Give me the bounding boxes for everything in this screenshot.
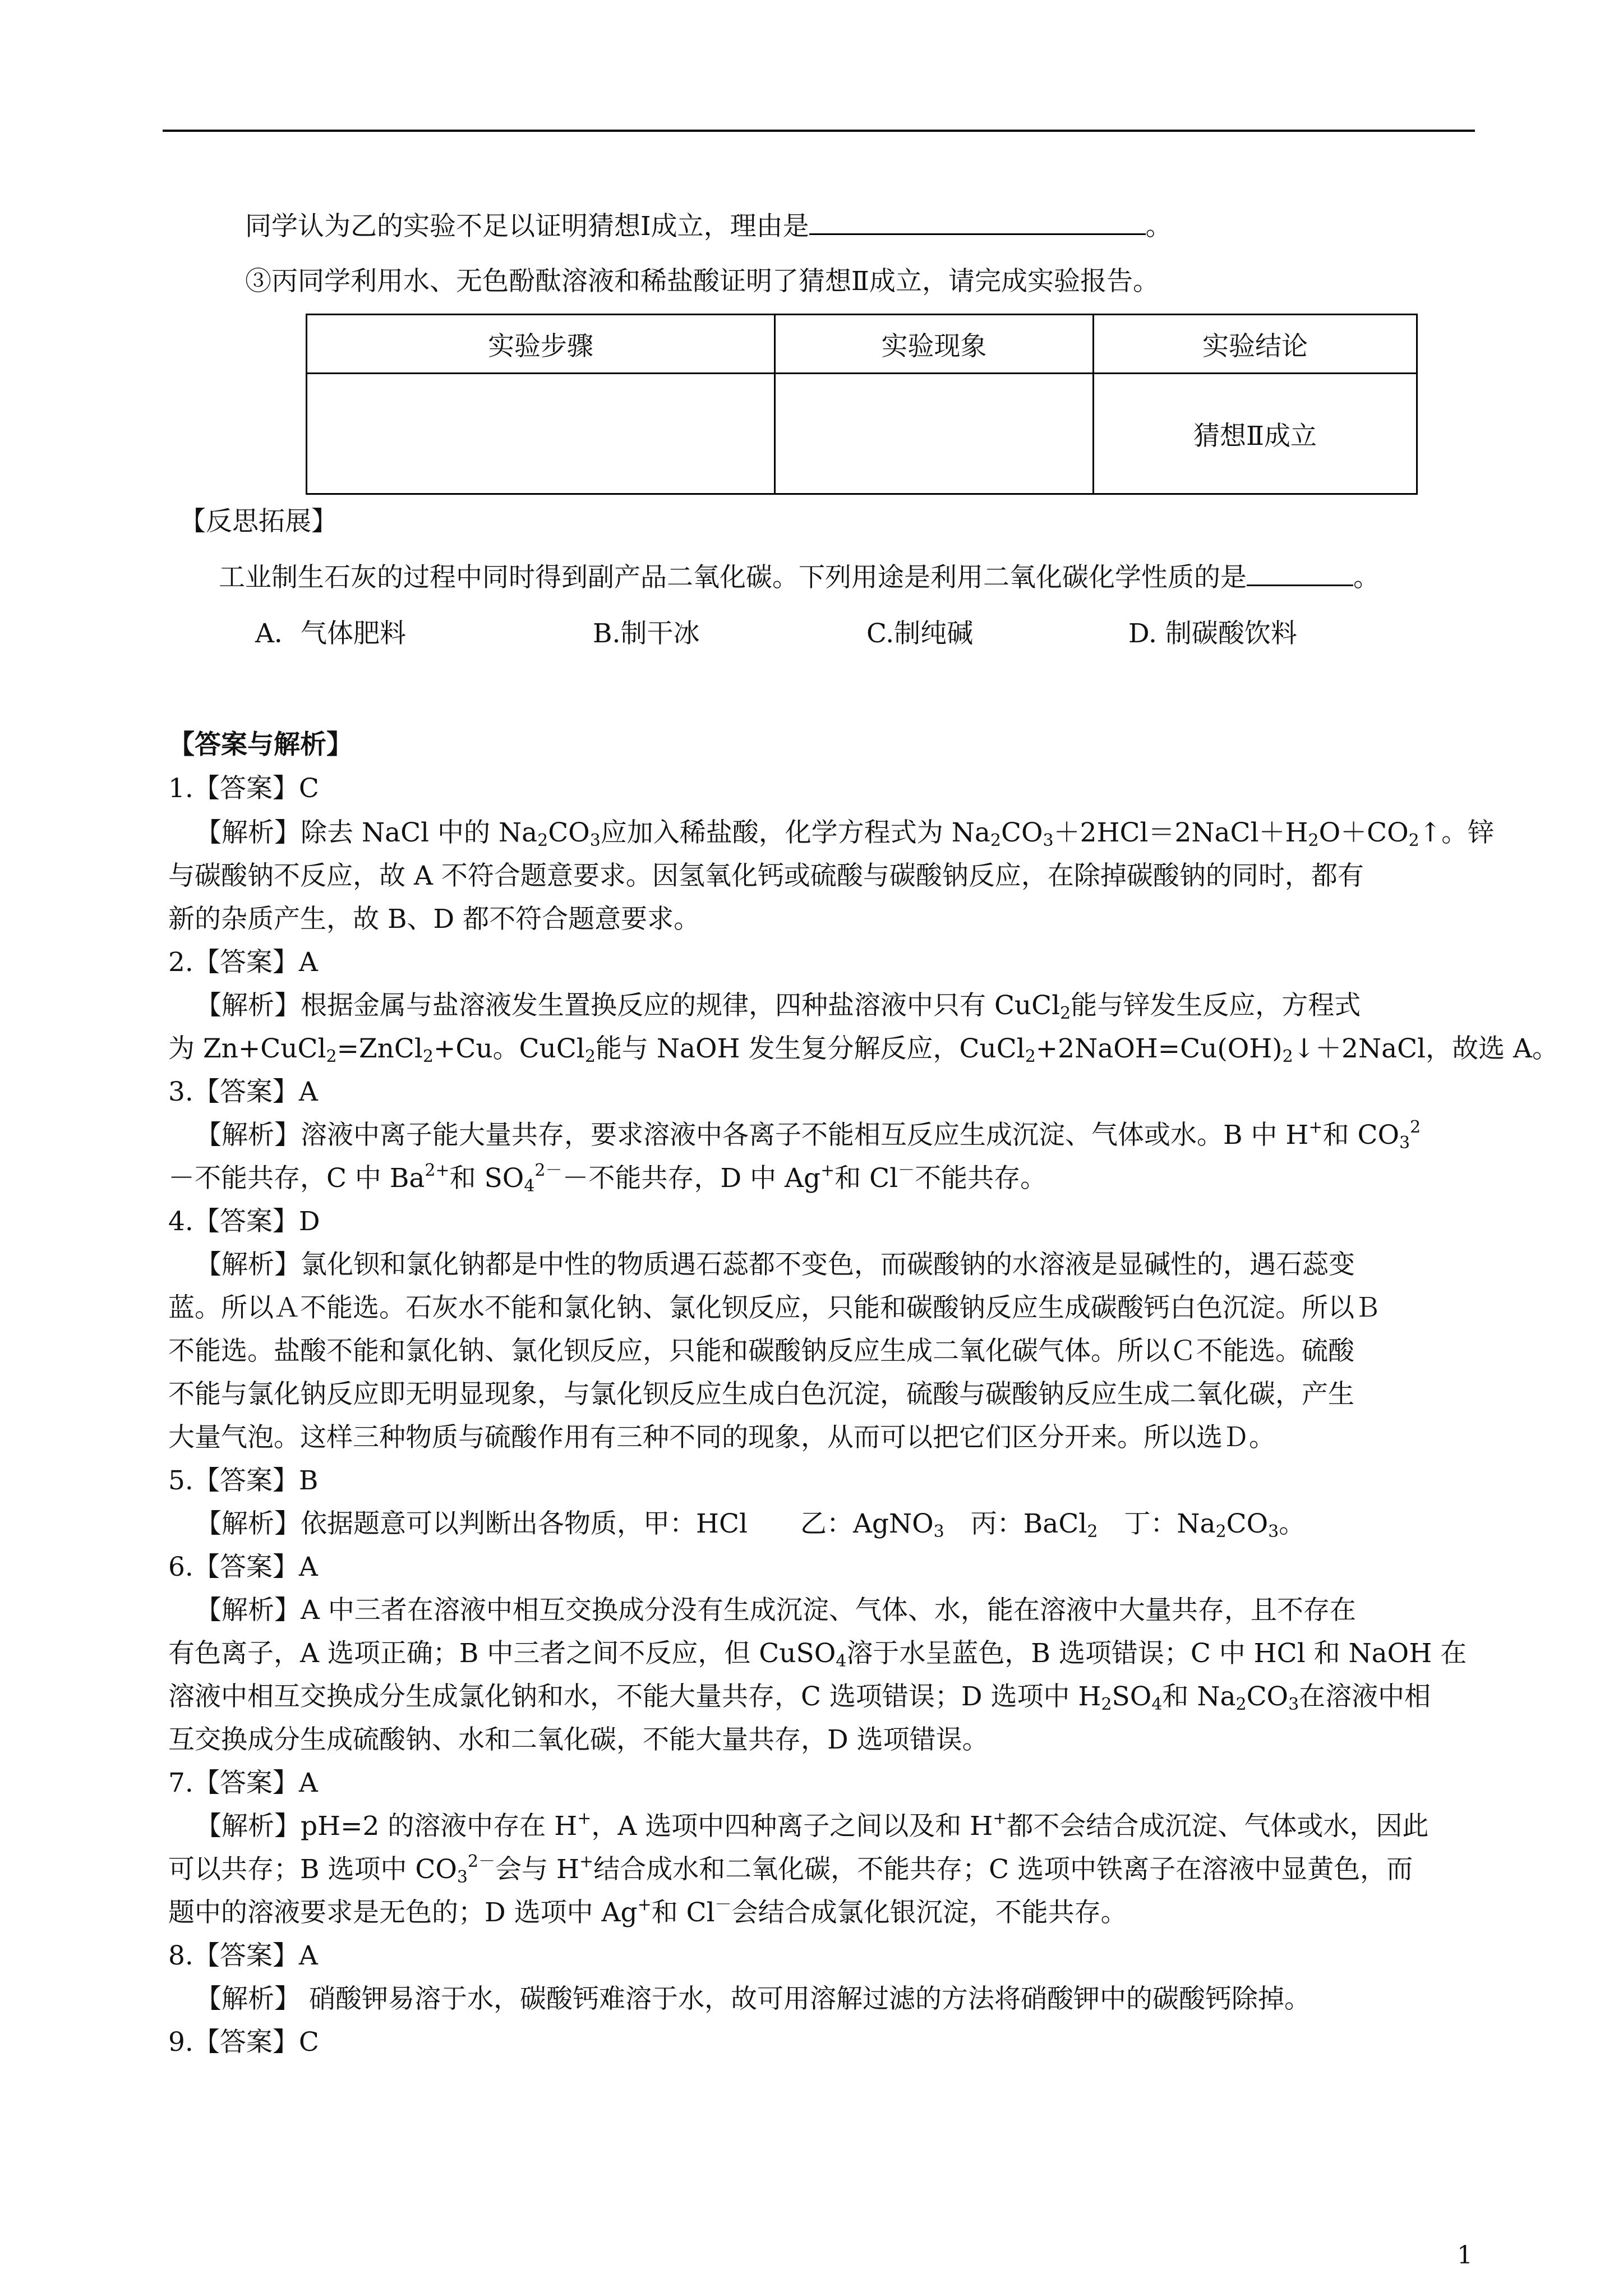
analysis-5-line-1: 【解析】依据题意可以判断出各物质，甲：HCl 乙：AgNO$_3$ 丙：BaCl$_2$ 丁：$Na_2CO_3$。: [195, 1508, 1306, 1542]
analysis-4-line-4: 不能与氯化钠反应即无明显现象，与氯化钡反应生成白色沉淀，硫酸与碳酸钠反应生成二氧化碳，产生: [168, 1379, 1354, 1410]
analysis-1-line-3: 新的杂质产生，故 B、D 都不符合题意要求。: [168, 904, 700, 935]
question-line-2: ③丙同学利用水、无色酚酞溶液和稀盐酸证明了猜想Ⅱ成立，请完成实验报告。: [245, 266, 1159, 297]
analysis-4-line-2: 蓝。所以Ａ不能选。石灰水不能和氯化钠、氯化钡反应，只能和碳酸钠反应生成碳酸钙白色沉淀。所以Ｂ: [168, 1292, 1381, 1323]
analysis-7-line-2: 可以共存；B 选项中 $CO_3^{2-}$会与 H+结合成水和二氧化碳，不能共存；C 选项中铁离子在溶液中显黄色，而: [168, 1852, 1413, 1887]
reflection-question: 工业制生石灰的过程中同时得到副产品二氧化碳。下列用途是利用二氧化碳化学性质的是 。: [219, 562, 1380, 593]
analysis-6-line-4: 互交换成分生成硫酸钠、水和二氧化碳，不能大量共存，D 选项错误。: [168, 1724, 989, 1755]
question-text: 同学认为乙的实验不足以证明猜想Ⅰ成立，理由是: [245, 211, 809, 242]
answer-6: 6.【答案】A: [168, 1552, 318, 1582]
analysis-6-line-2: 有色离子，A 选项正确；B 中三者之间不反应，但 CuSO$_4$溶于水呈蓝色，B 选项错误；C 中 HCl 和 NaOH 在: [168, 1638, 1467, 1671]
analysis-4-line-3: 不能选。盐酸不能和氯化钠、氯化钡反应，只能和碳酸钠反应生成二氧化碳气体。所以Ｃ不能选。硫酸: [168, 1336, 1354, 1366]
answer-8: 8.【答案】A: [168, 1940, 318, 1971]
option-a: A．气体肥料: [255, 618, 406, 649]
answer-4: 4.【答案】D: [168, 1206, 320, 1237]
answer-blank[interactable]: [809, 211, 1146, 235]
option-c: C.制纯碱: [866, 618, 974, 649]
analysis-1-line-2: 与碳酸钠不反应，故 A 不符合题意要求。因氢氧化钙或硫酸与碳酸钠反应，在除掉碳酸钠的同时，都有: [168, 861, 1364, 891]
option-b: B.制干冰: [593, 618, 700, 649]
analysis-6-line-3: 溶液中相互交换成分生成氯化钠和水，不能大量共存，C 选项错误；D 选项中 $H_2SO_4$和 $Na_2CO_3$在溶液中相: [168, 1681, 1431, 1714]
analysis-1-line-1: 【解析】除去 NaCl 中的 $Na_2CO_3$应加入稀盐酸，化学方程式为 $Na_2CO_3+2HCl=2NaCl+H_2O+CO_2↑$。锌: [195, 817, 1495, 850]
header-rule: [163, 130, 1475, 132]
header-phenomenon: 实验现象: [775, 315, 1094, 374]
cell-phenomenon[interactable]: [775, 374, 1094, 494]
analysis-4-line-1: 【解析】氯化钡和氯化钠都是中性的物质遇石蕊都不变色，而碳酸钠的水溶液是显碱性的，遇石蕊变: [195, 1249, 1355, 1280]
answer-3: 3.【答案】A: [168, 1076, 318, 1107]
analysis-2-line-2: 为 Zn+CuCl$_2$=ZnCl$_2$+Cu。CuCl$_2$能与 NaOH 发生复分解反应，$CuCl_2+2NaOH=Cu(OH)_2↓+2NaCl$，故选 A。: [168, 1033, 1559, 1066]
analysis-6-line-1: 【解析】A 中三者在溶液中相互交换成分没有生成沉淀、气体、水，能在溶液中大量共存，且不存在: [195, 1595, 1356, 1626]
reflection-heading: 【反思拓展】: [179, 506, 338, 537]
answer-7: 7.【答案】A: [168, 1768, 318, 1798]
cell-conclusion: 猜想Ⅱ成立: [1094, 374, 1417, 494]
answers-heading: 【答案与解析】: [168, 729, 353, 760]
option-d: D. 制碳酸饮料: [1128, 618, 1297, 649]
answer-2: 2.【答案】A: [168, 947, 318, 978]
header-steps: 实验步骤: [307, 315, 775, 374]
analysis-7-line-3: 题中的溶液要求是无色的；D 选项中 Ag+和 Cl－会结合成氯化银沉淀，不能共存。: [168, 1895, 1127, 1928]
experiment-report-table: [306, 314, 1418, 495]
answer-5: 5.【答案】B: [168, 1465, 319, 1496]
page-number: 1: [1457, 2241, 1473, 2270]
analysis-4-line-5: 大量气泡。这样三种物质与硫酸作用有三种不同的现象，从而可以把它们区分开来。所以选Ｄ。: [168, 1422, 1275, 1453]
analysis-3-line-1: 【解析】溶液中离子能大量共存，要求溶液中各离子不能相互反应生成沉淀、气体或水。B 中 H+和 $CO_3^2$: [195, 1117, 1421, 1153]
analysis-2-line-1: 【解析】根据金属与盐溶液发生置换反应的规律，四种盐溶液中只有 CuCl$_2$能与锌发生反应，方程式: [195, 990, 1361, 1023]
analysis-3-line-2: －不能共存，C 中 $Ba^{2+}$和 $SO_4^{2-}-$不能共存，D 中 Ag+和 Cl－不能共存。: [168, 1161, 1047, 1196]
answer-9: 9.【答案】C: [168, 2027, 319, 2058]
header-conclusion: 实验结论: [1094, 315, 1417, 374]
analysis-8-line-1: 【解析】 硝酸钾易溶于水，碳酸钙难溶于水，故可用溶解过滤的方法将硝酸钾中的碳酸钙除掉。: [195, 1984, 1311, 2014]
cell-steps[interactable]: [307, 374, 775, 494]
analysis-7-line-1: 【解析】pH=2 的溶液中存在 H+，A 选项中四种离子之间以及和 H+都不会结合成沉淀、气体或水，因此: [195, 1809, 1429, 1842]
reflection-blank[interactable]: [1247, 562, 1353, 586]
answer-1: 1.【答案】C: [168, 773, 319, 804]
question-line-1: 同学认为乙的实验不足以证明猜想Ⅰ成立，理由是 。: [245, 211, 1172, 242]
